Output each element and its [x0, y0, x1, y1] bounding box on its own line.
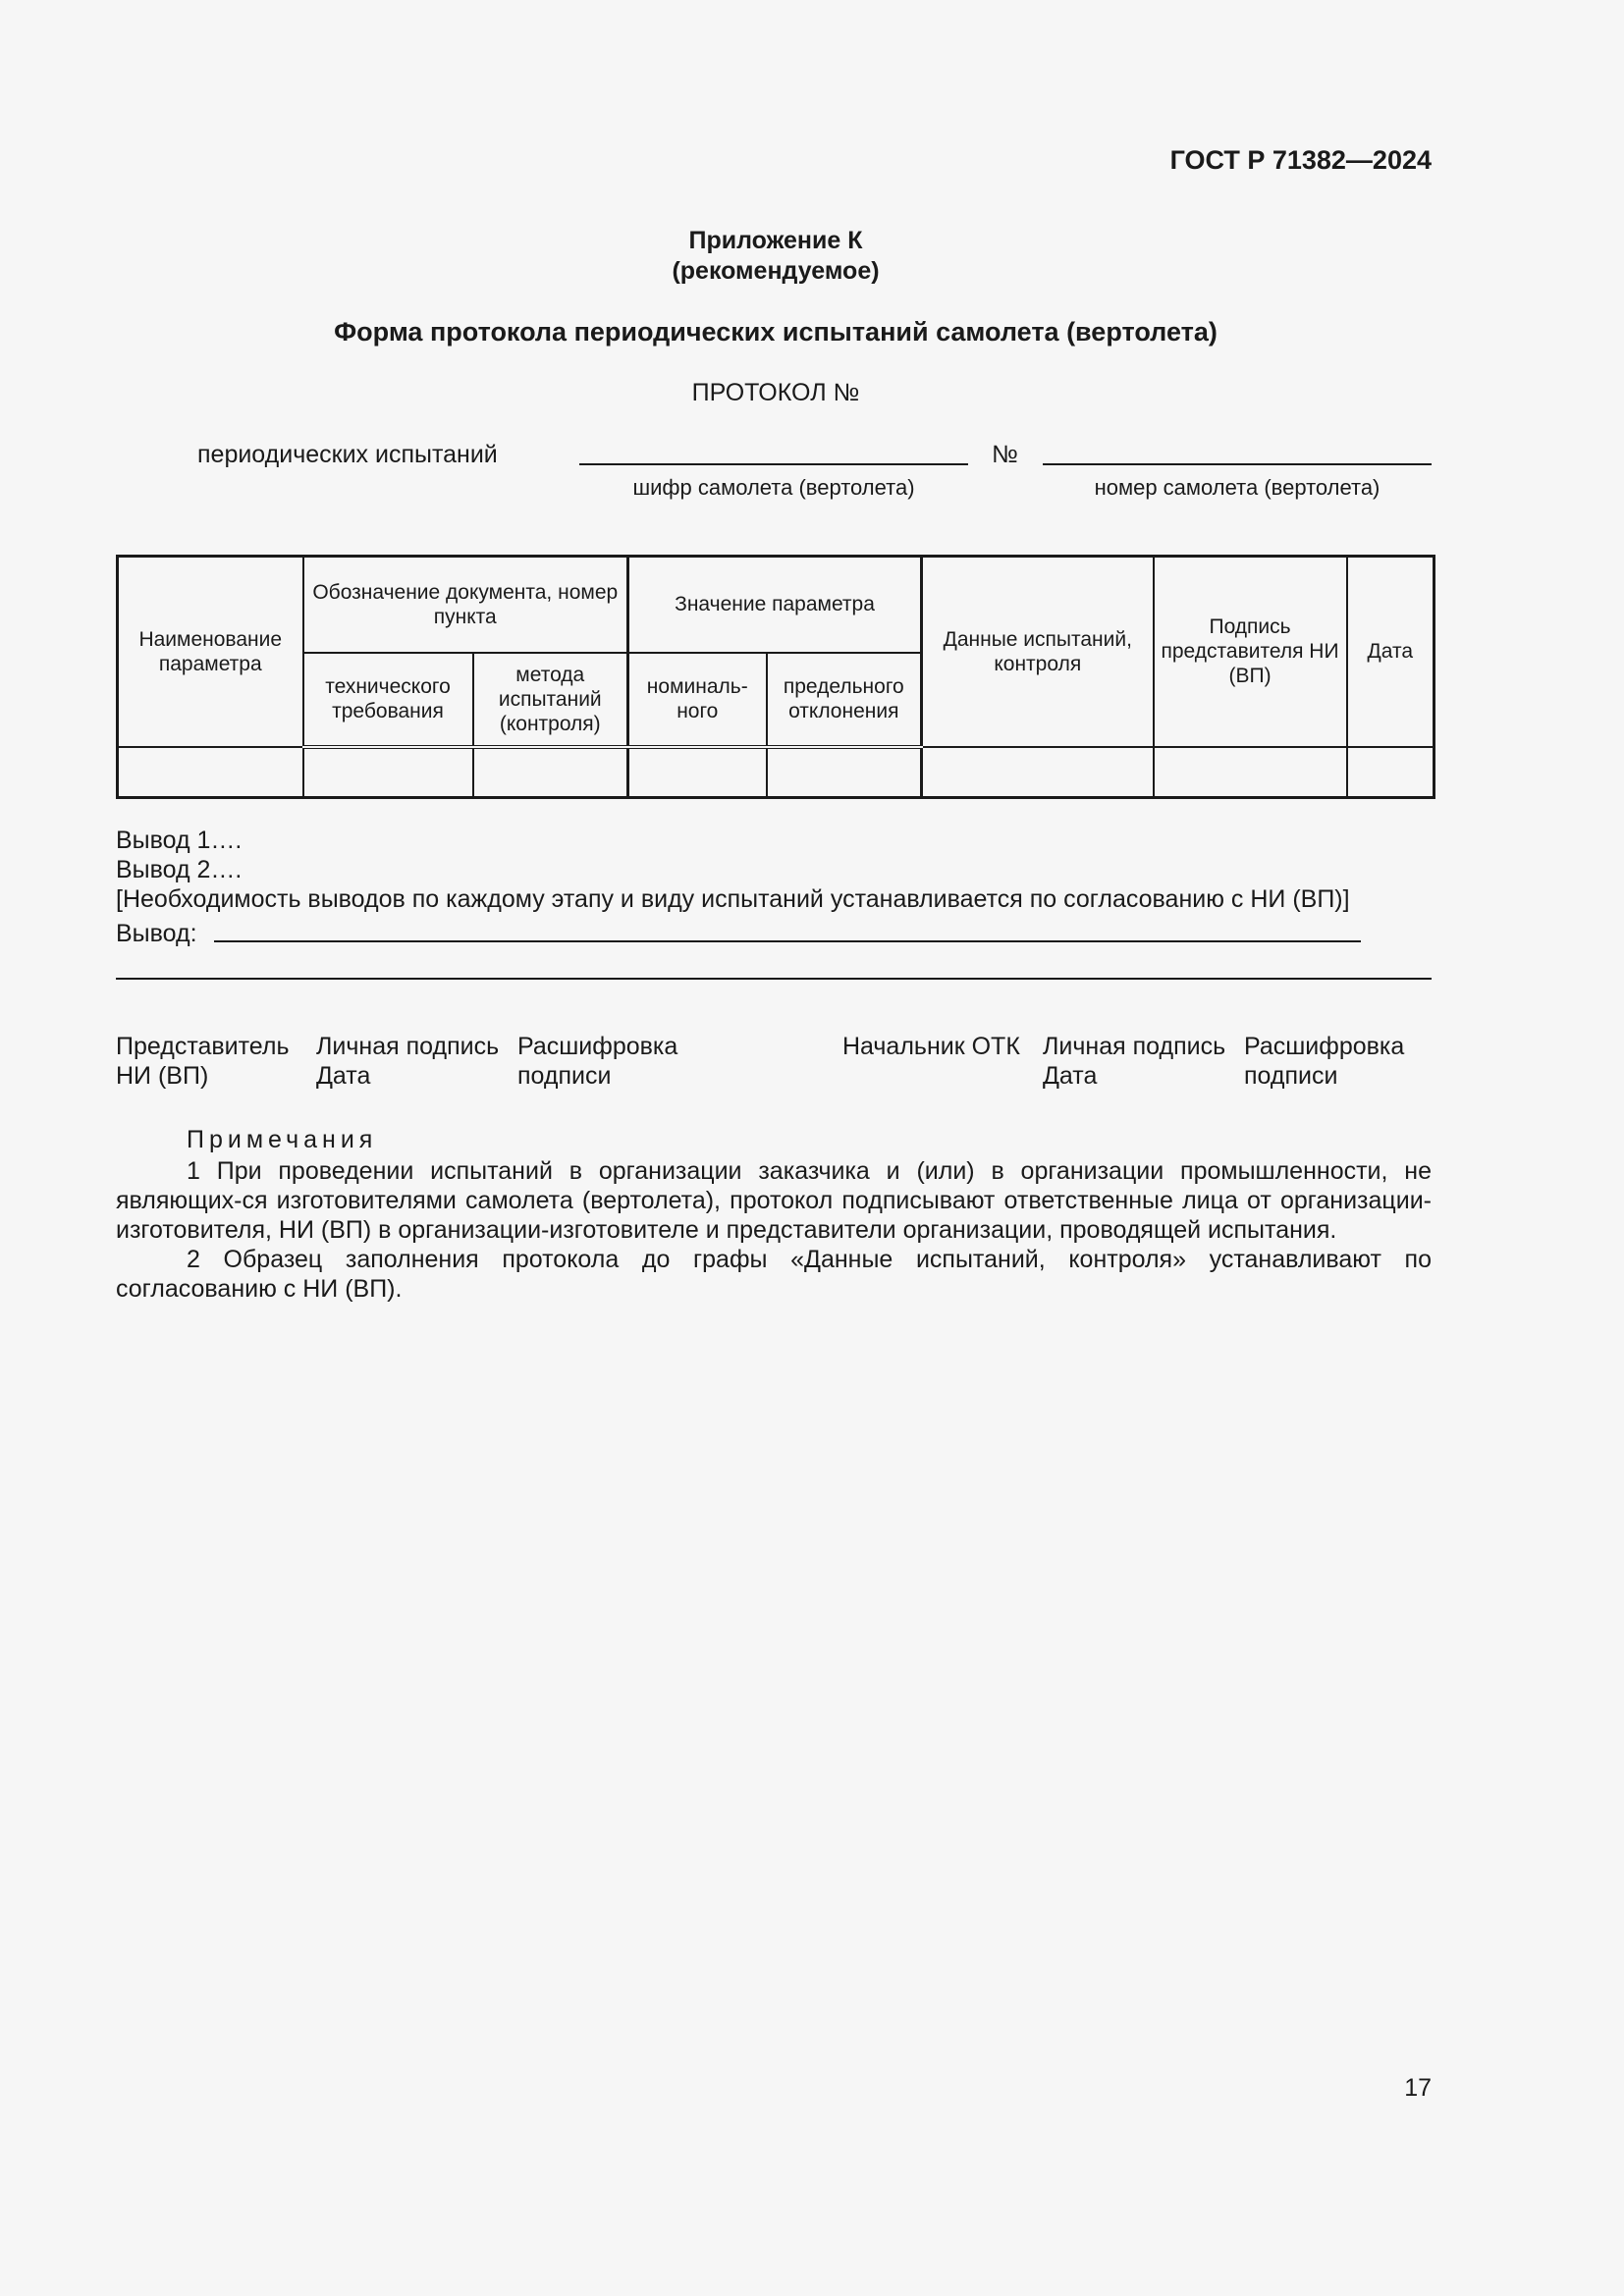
table-cell[interactable] — [473, 747, 628, 798]
col-document-designation: Обозначение документа, номер пункта — [303, 557, 628, 653]
otk-signature-date: Личная подпись Дата — [1043, 1033, 1226, 1090]
col-value-limit-deviation: предельного отклонения — [767, 653, 922, 747]
table-cell[interactable] — [1154, 747, 1347, 798]
table-cell[interactable] — [303, 747, 473, 798]
note-2: 2 Образец заполнения протокола до графы «Данные испытаний, контроля» устанавливают по согласованию с НИ (ВП). — [116, 1246, 1432, 1303]
notes-heading: Примечания — [187, 1126, 378, 1153]
table-cell[interactable] — [1347, 747, 1435, 798]
col-doc-test-method: метода испытаний (контроля) — [473, 653, 628, 747]
col-parameter-value: Значение параметра — [628, 557, 922, 653]
document-code: ГОСТ Р 71382—2024 — [1169, 145, 1432, 175]
col-parameter-name: Наименование параметра — [118, 557, 303, 747]
form-title: Форма протокола периодических испытаний самолета (вертолета) — [334, 317, 1218, 347]
otk-head-label: Начальник ОТК — [842, 1033, 1020, 1060]
note-1: 1 При проведении испытаний в организации заказчика и (или) в организации промышленности, не являющих-ся изготовителями самолета (вертолета), протокол подписывают ответственные лица от организации-изготовителя, НИ (ВП) в организации-изготовителе и представители организации, проводящей испытания. — [116, 1157, 1432, 1244]
final-conclusion-field[interactable] — [214, 940, 1361, 942]
table-cell[interactable] — [628, 747, 767, 798]
col-test-data: Данные испытаний, контроля — [922, 557, 1154, 747]
col-value-nominal: номиналь-ного — [628, 653, 767, 747]
otk-signature-decoding: Расшифровка подписи — [1244, 1033, 1405, 1090]
table-cell[interactable] — [118, 747, 303, 798]
conclusion-2: Вывод 2…. — [116, 856, 243, 883]
protocol-type-label: периодических испытаний — [197, 441, 498, 468]
conclusion-note: [Необходимость выводов по каждому этапу и виду испытаний устанавливается по согласованию с НИ (ВП)] — [116, 885, 1350, 913]
number-sign: № — [992, 441, 1018, 468]
col-date: Дата — [1347, 557, 1435, 747]
col-representative-signature: Подпись представителя НИ (ВП) — [1154, 557, 1347, 747]
representative-label: Представитель НИ (ВП) — [116, 1033, 290, 1090]
representative-signature-decoding: Расшифровка подписи — [517, 1033, 678, 1090]
protocol-table — [116, 555, 1435, 799]
aircraft-cipher-caption: шифр самолета (вертолета) — [632, 475, 915, 500]
aircraft-cipher-field[interactable] — [579, 463, 968, 465]
representative-signature-date: Личная подпись Дата — [316, 1033, 500, 1090]
final-conclusion-field-line-2[interactable] — [116, 978, 1432, 980]
aircraft-number-caption: номер самолета (вертолета) — [1094, 475, 1380, 500]
col-doc-technical-requirement: технического требования — [303, 653, 473, 747]
final-conclusion-label: Вывод: — [116, 920, 197, 947]
appendix-title: Приложение К — [688, 227, 863, 254]
protocol-label: ПРОТОКОЛ № — [691, 379, 860, 406]
conclusion-1: Вывод 1…. — [116, 827, 243, 854]
table-cell[interactable] — [767, 747, 922, 798]
table-row — [118, 747, 1435, 798]
appendix-subtitle: (рекомендуемое) — [672, 257, 880, 285]
aircraft-number-field[interactable] — [1043, 463, 1432, 465]
page-number: 17 — [1404, 2074, 1432, 2102]
table-cell[interactable] — [922, 747, 1154, 798]
